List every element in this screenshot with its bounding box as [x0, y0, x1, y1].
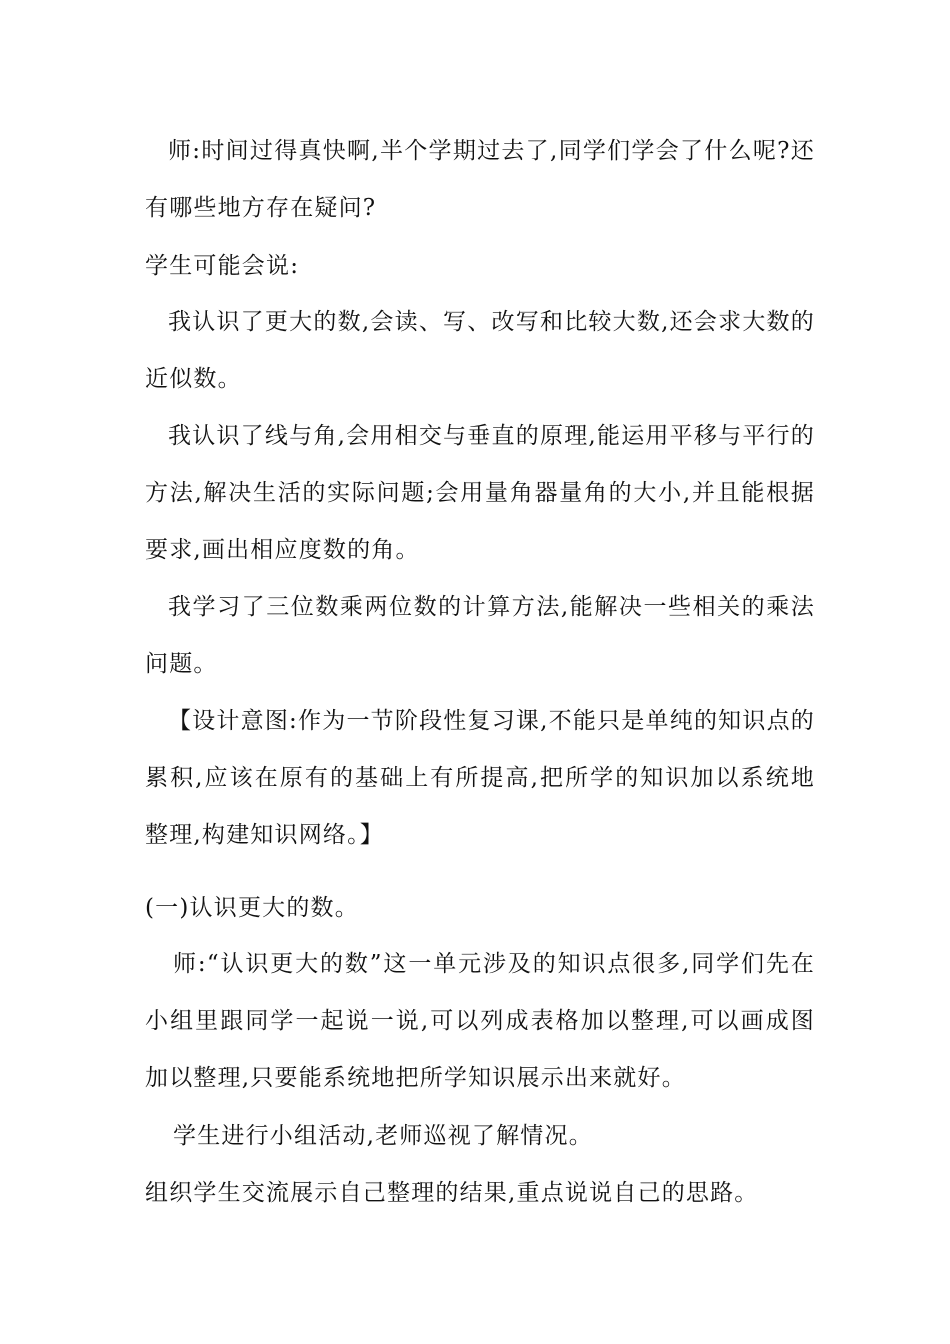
paragraph-lines-angles: 我认识了线与角,会用相交与垂直的原理,能运用平移与平行的方法,解决生活的实际问题;会用量角器量角的大小,并且能根据要求,画出相应度数的角。	[145, 423, 815, 563]
paragraph-share-results: 组织学生交流展示自己整理的结果,重点说说自己的思路。	[145, 1180, 759, 1206]
paragraph-teacher-instruction: 师:“认识更大的数”这一单元涉及的知识点很多,同学们先在小组里跟同学一起说一说,可以列成表格加以整理,可以画成图加以整理,只要能系统地把所学知识展示出来就好。	[145, 951, 815, 1091]
paragraph-multiplication: 我学习了三位数乘两位数的计算方法,能解决一些相关的乘法问题。	[145, 594, 815, 677]
paragraph-large-numbers: 我认识了更大的数,会读、写、改写和比较大数,还会求大数的近似数。	[145, 309, 815, 392]
paragraph-group-activity: 学生进行小组活动,老师巡视了解情况。	[173, 1123, 593, 1149]
paragraph-teacher-question: 师:时间过得真快啊,半个学期过去了,同学们学会了什么呢?还有哪些地方存在疑问?	[145, 138, 815, 221]
paragraph-students-may-say: 学生可能会说:	[145, 253, 300, 279]
paragraph-design-intent: 【设计意图:作为一节阶段性复习课,不能只是单纯的知识点的累积,应该在原有的基础上有所提高,把所学的知识加以系统地整理,构建知识网络。】	[145, 708, 815, 848]
section-heading-larger-numbers: (一)认识更大的数。	[145, 895, 359, 921]
